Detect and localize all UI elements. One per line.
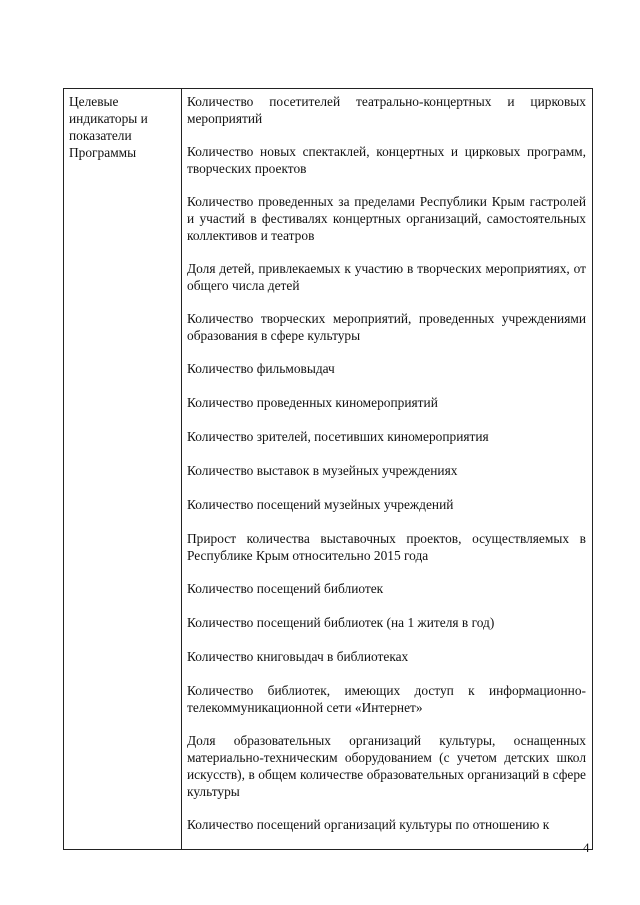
indicator-item: Количество посетителей театрально-концертных и цирковых мероприятий [187,94,586,126]
program-indicators-table [63,88,593,850]
indicator-item: Доля детей, привлекаемых к участию в творческих мероприятиях, от общего числа детей [187,261,586,293]
indicator-item: Количество зрителей, посетивших киномероприятия [187,429,489,444]
indicator-item: Количество проведенных за пределами Республики Крым гастролей и участий в фестивалях концертных организаций, самостоятельных коллективов и театров [187,194,586,243]
table-row [64,89,593,850]
indicator-item: Количество творческих мероприятий, проведенных учреждениями образования в сфере культуры [187,311,586,343]
indicator-item: Доля образовательных организаций культуры, оснащенных материально-техническим оборудованием (с учетом детских школ искусств), в общем количестве образовательных организаций в сфере культуры [187,733,586,799]
indicator-item: Количество выставок в музейных учреждениях [187,463,458,478]
indicator-item: Количество посещений организаций культуры по отношению к [187,817,550,832]
indicator-item: Количество посещений библиотек (на 1 жителя в год) [187,615,495,630]
indicator-item: Количество посещений библиотек [187,581,384,596]
indicators-label: Целевые индикаторы и показатели Программы [69,94,148,160]
indicator-item: Количество книговыдач в библиотеках [187,649,409,664]
page-number: 4 [583,840,590,855]
indicators-list-cell [182,89,593,850]
indicators-label-cell [64,89,182,850]
indicator-item: Количество новых спектаклей, концертных и цирковых программ, творческих проектов [187,144,586,176]
indicator-item: Количество посещений музейных учреждений [187,497,454,512]
indicator-item: Количество проведенных киномероприятий [187,395,438,410]
indicator-item: Прирост количества выставочных проектов, осуществляемых в Республике Крым относительно 2015 года [187,531,586,563]
indicator-item: Количество библиотек, имеющих доступ к информационно-телекоммуникационной сети «Интернет» [187,683,586,715]
indicator-item: Количество фильмовыдач [187,361,335,376]
